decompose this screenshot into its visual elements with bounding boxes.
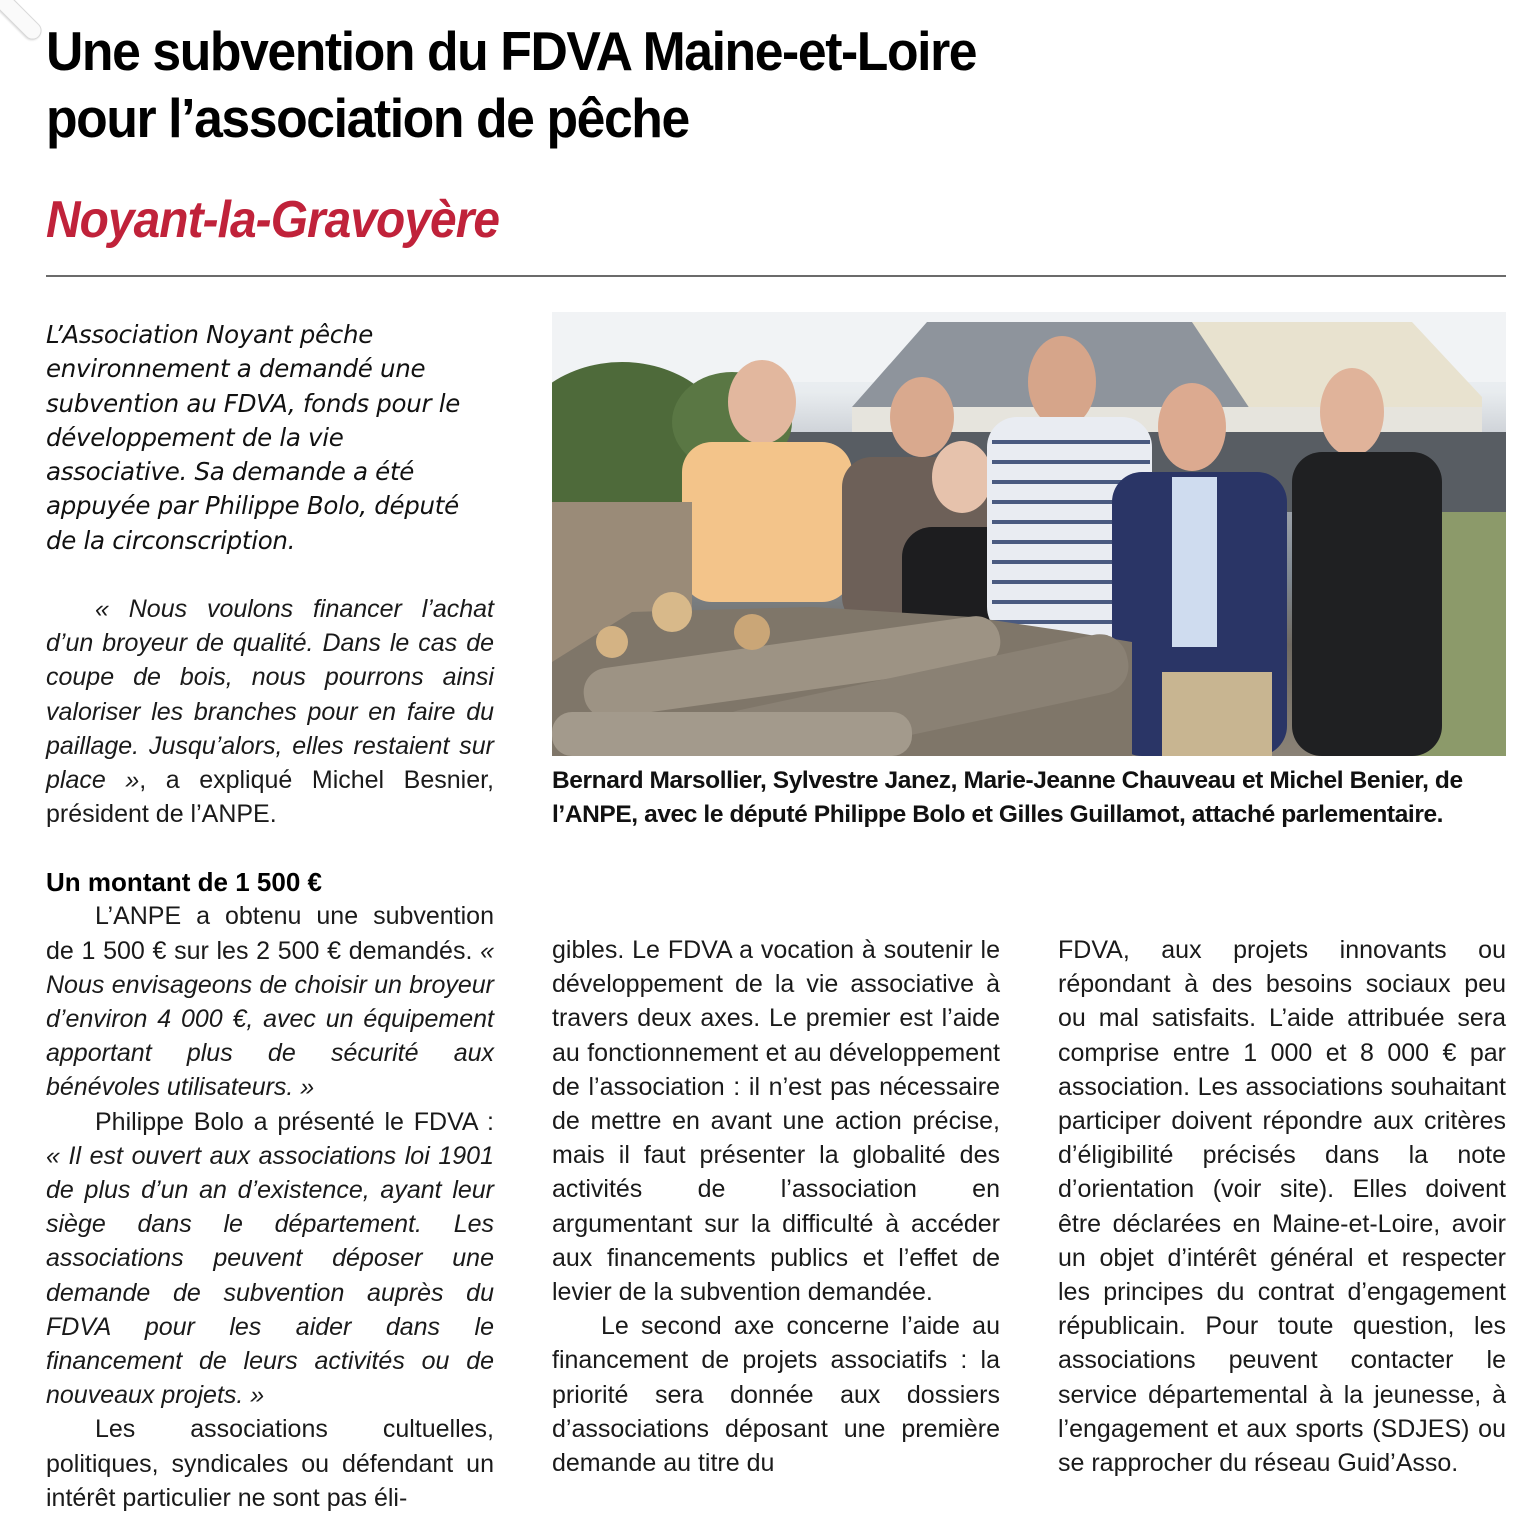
body-text: Philippe Bolo a présenté le FDVA : [95,1107,494,1136]
body-paragraph [46,1105,494,1413]
header-divider [46,275,1506,277]
article-lead: L’Association Noyant pêche environnement a demandé une subvention au FDVA, fonds pour le développement de la vie associative. Sa demande a été appuyée par Philippe Bolo, député de la circonscription. [46,320,460,555]
headline-line-1: Une subvention du FDVA Maine-et-Loire [46,20,977,82]
body-text: L’ANPE a obtenu une subvention de 1 500 € sur les 2 500 € demandés. [46,902,494,965]
body-paragraph: gibles. Le FDVA a vocation à soutenir le développement de la vie associative à travers deux axes. Le premier est l’aide au fonctionnement et au développement de l’association : il n’est pas nécessaire de mettre en avant une action précise, mais il faut présenter la globalité des activités de l’association en argumentant sur la difficulté à accéder aux financements publics et l’effet de levier de la subvention demandée. [552,936,1000,1307]
quote-text: « Il est ouvert aux associations loi 1901 de plus d’un an d’existence, ayant leur siège dans le département. Les associations peuvent déposer une demande de subvention auprès du FDVA pour les aider dans le financement de leurs activités ou de nouveaux projets. » [46,1141,494,1410]
body-paragraph: Les associations cultuelles, politiques, syndicales ou défendant un intérêt particulier ne sont pas éli- [46,1415,494,1512]
body-paragraph: FDVA, aux projets innovants ou répondant à des besoins sociaux peu ou mal satisfaits. L’aide attribuée sera comprise entre 1 000 et 8 000 € par association. Les associations souhaitant participer doivent répondre aux critères d’éligibilité précisés dans la note d’orientation (voir site). Elles doivent être déclarées en Maine-et-Loire, avoir un objet d’intérêt général et respecter les principes du contrat d’engagement républicain. Pour toute question, les associations peuvent contacter le service départemental à la jeunesse, à l’engagement et aux sports (SDJES) ou se rapprocher du réseau Guid’Asso. [1058,936,1506,1478]
article-column-1 [46,592,494,1515]
photo-illustration [552,312,1506,756]
photo-caption: Bernard Marsollier, Sylvestre Janez, Marie-Jeanne Chauveau et Michel Benier, de l’ANPE, avec le député Philippe Bolo et Gilles Guillamot, attaché parlementaire. [552,767,1463,829]
body-paragraph [46,592,494,831]
article-photo [552,312,1506,756]
section-subhead: Un montant de 1 500 € [46,867,322,898]
location-kicker: Noyant-la-Gravoyère [46,191,500,249]
article-headline [46,18,1362,152]
quote-text: « Nous envisageons de choisir un broyeur d’environ 4 000 €, avec un équipement apportant plus de sécurité aux bénévoles utilisateurs. » [46,936,494,1102]
page-corner-handle-icon [0,0,45,43]
article-column-3 [1058,933,1506,1480]
body-paragraph [46,899,494,1104]
quote-text: « Nous voulons financer l’achat d’un broyeur de qualité. Dans le cas de coupe de bois, nous pourrons ainsi valoriser les branches pour en faire du paillage. Jusqu’alors, elles restaient sur place » [46,595,494,795]
headline-line-2: pour l’association de pêche [46,87,689,149]
attribution-text: , a expliqué Michel Besnier, président de l’ANPE. [46,766,494,829]
article-column-2 [552,933,1000,1480]
body-paragraph: Le second axe concerne l’aide au financement de projets associatifs : la priorité sera donnée aux dossiers d’associations déposant une première demande au titre du [552,1312,1000,1478]
